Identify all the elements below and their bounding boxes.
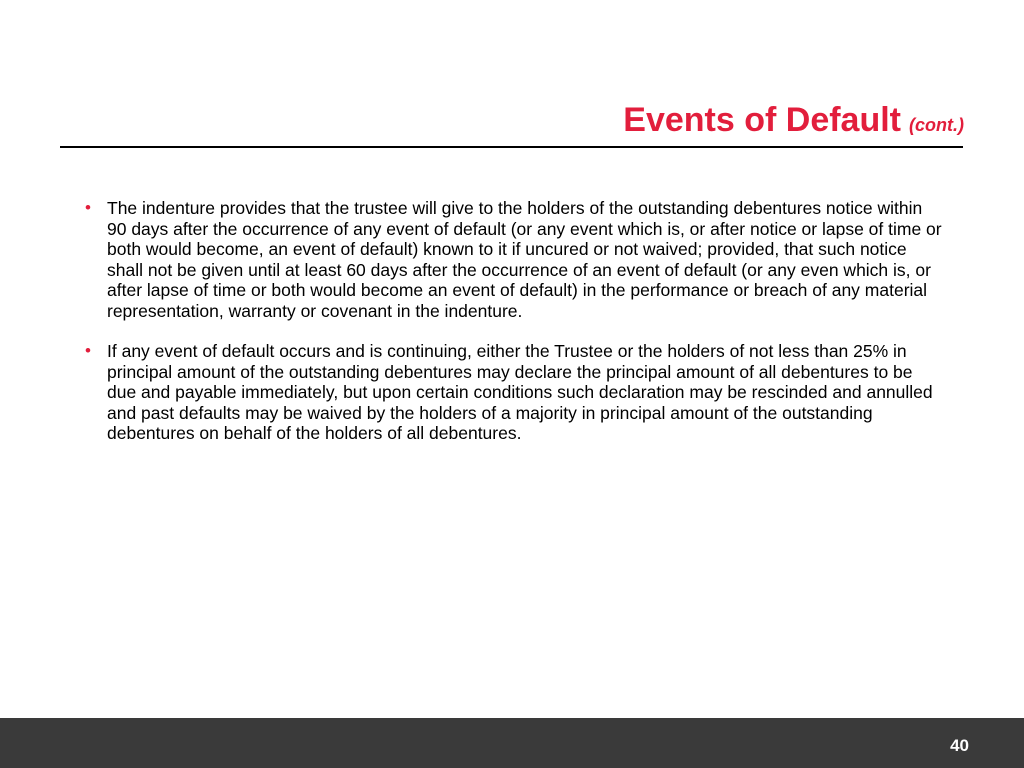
bullet-list xyxy=(85,198,945,464)
page-number: 40 xyxy=(950,736,969,755)
bullet-text: The indenture provides that the trustee will give to the holders of the outstanding debentures notice within 90 days after the occurrence of any event of default (or any event which is, or after notice or lapse of time or both would become, an event of default) known to it if uncured or not waived; provided, that such notice shall not be given until at least 60 days after the occurrence of an event of default (or any even which is, or after lapse of time or both would become an event of default) in the performance or breach of any material representation, warranty or covenant in the indenture. xyxy=(107,198,942,321)
footer-bar xyxy=(0,718,1024,768)
bullet-dot-icon: • xyxy=(85,198,91,217)
bullet-item xyxy=(85,198,945,321)
title-divider xyxy=(60,146,963,148)
bullet-item xyxy=(85,341,945,444)
title-main: Events of Default xyxy=(623,101,902,139)
slide-title xyxy=(623,98,964,142)
title-subtitle: (cont.) xyxy=(909,115,964,135)
bullet-text: If any event of default occurs and is continuing, either the Trustee or the holders of not less than 25% in principal amount of the outstanding debentures may declare the principal amount of all debentures to be due and payable immediately, but upon certain conditions such declaration may be rescinded and annulled and past defaults may be waived by the holders of a majority in principal amount of the outstanding debentures on behalf of the holders of all debentures. xyxy=(107,341,933,443)
bullet-dot-icon: • xyxy=(85,341,91,360)
